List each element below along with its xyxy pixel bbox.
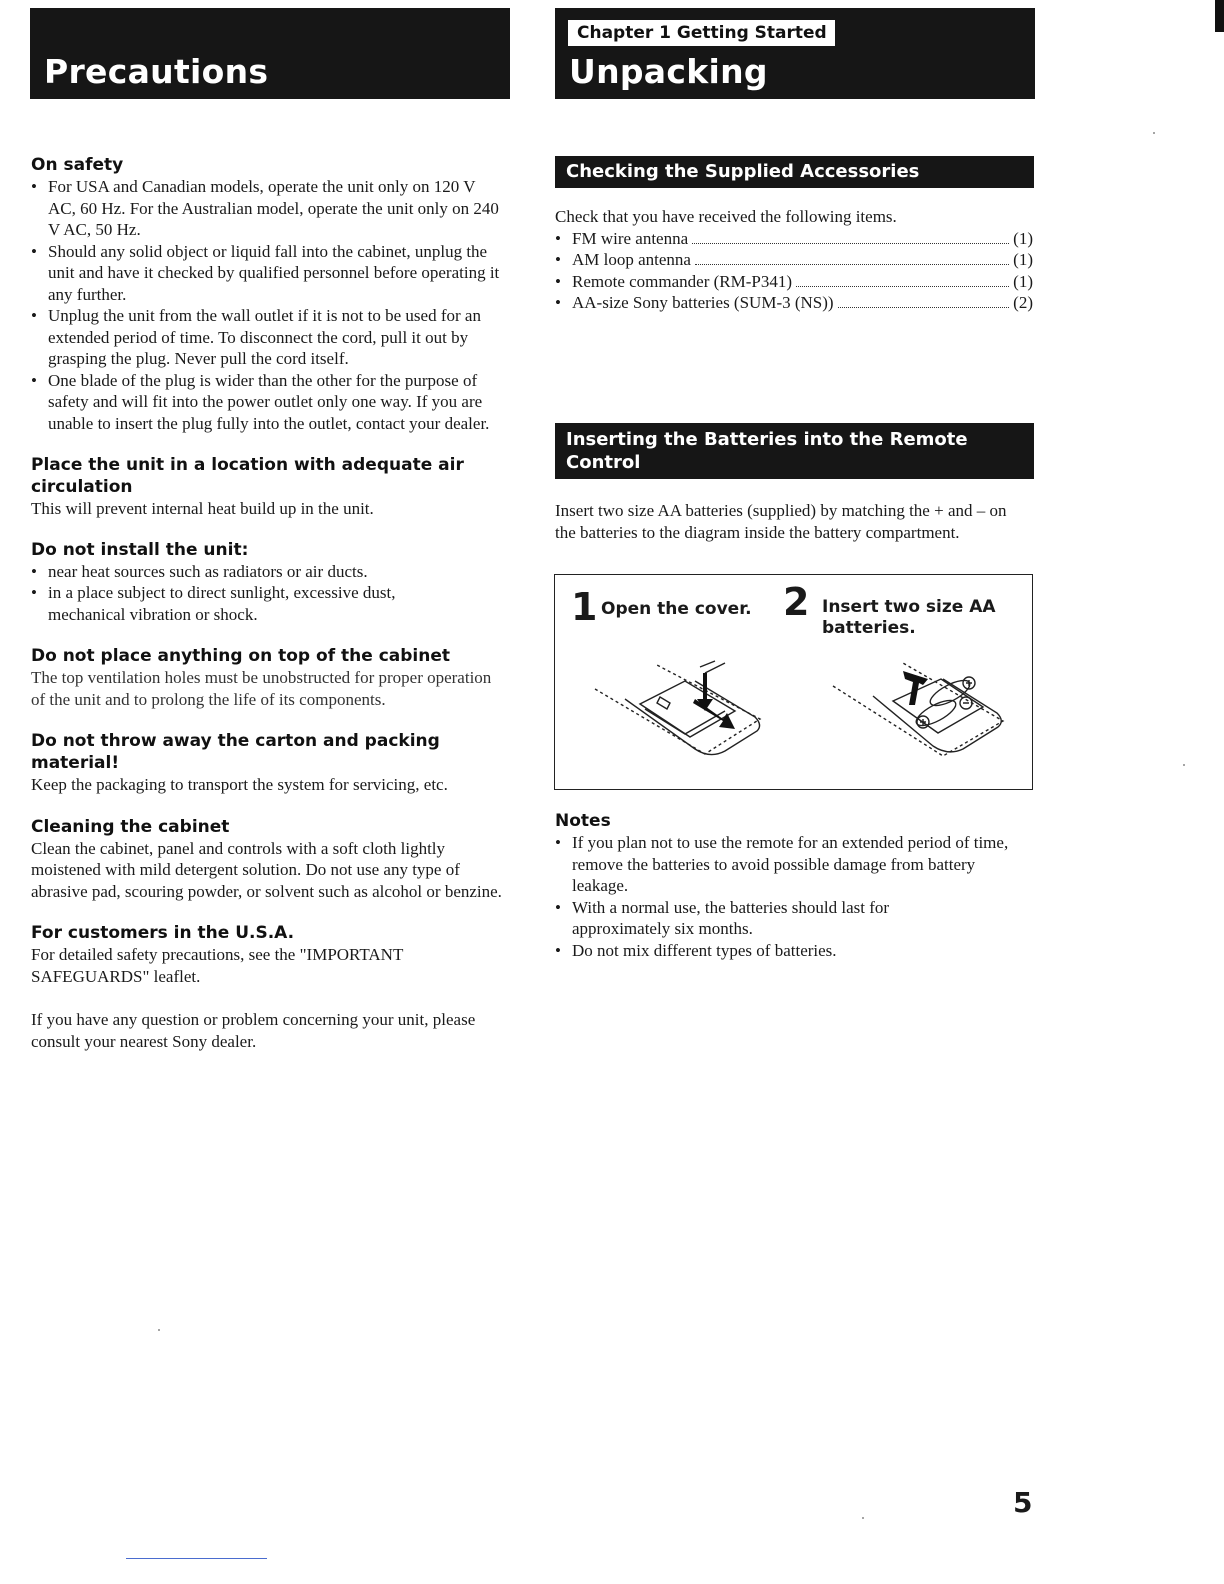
list-item: • in a place subject to direct sunlight, excessive dust, mechanical vibration or shock. — [31, 582, 471, 625]
accessory-row — [555, 249, 1033, 271]
cleaning-heading: Cleaning the cabinet — [31, 816, 230, 837]
step-1-text: Open the cover. — [601, 599, 752, 619]
notes-section — [555, 810, 1033, 961]
accessory-name: • AM loop antenna — [572, 250, 691, 269]
batteries-heading-bar — [555, 423, 1034, 479]
open-cover-illustration — [585, 659, 785, 779]
list-item: • One blade of the plug is wider than the other for the purpose of safety and will fit into the power outlet only one way. If you are unable to insert the plug fully into the outlet, contact your dealer. — [31, 370, 503, 435]
battery-diagram-box — [554, 574, 1033, 790]
precautions-banner — [30, 8, 510, 99]
accessory-name: • Remote commander (RM-P341) — [572, 271, 793, 291]
accessory-name: • AA-size Sony batteries (SUM-3 (NS)) — [572, 293, 834, 312]
step-2-text: Insert two size AA batteries. — [822, 597, 996, 638]
accessories-section — [555, 206, 1033, 314]
chapter-label: Chapter 1 Getting Started — [568, 20, 835, 46]
carton-body: Keep the packaging to transport the system for servicing, etc. — [31, 775, 448, 794]
accessory-qty: (1) — [1013, 228, 1033, 248]
usa-heading: For customers in the U.S.A. — [31, 923, 295, 943]
precautions-column — [31, 154, 511, 1052]
accessory-qty: (1) — [1013, 271, 1033, 291]
on-safety-heading: On safety — [31, 155, 124, 175]
install-list — [31, 561, 471, 626]
accessory-row — [555, 228, 1033, 250]
accessory-name: • FM wire antenna — [572, 228, 689, 248]
air-heading: Place the unit in a location with adequate air circulation — [31, 455, 464, 497]
accessories-intro: Check that you have received the following items. — [555, 207, 897, 226]
list-item: • If you plan not to use the remote for an extended period of time, remove the batteries to avoid possible damage from battery leakage. — [555, 832, 1027, 897]
batteries-intro: Insert two size AA batteries (supplied) by matching the + and – on the batteries to the diagram inside the battery compartment. — [555, 501, 1007, 542]
notes-list — [555, 832, 1027, 961]
insert-batteries-illustration — [823, 661, 1023, 781]
precautions-title: Precautions — [44, 52, 269, 91]
top-heading: Do not place anything on top of the cabinet — [31, 646, 450, 666]
edge-tab-mark — [1215, 0, 1224, 32]
notes-heading: Notes — [555, 811, 611, 831]
leader-dots — [796, 286, 1009, 287]
page-number: 5 — [1013, 1486, 1033, 1519]
unpacking-banner — [555, 8, 1035, 99]
accessory-qty: (1) — [1013, 250, 1033, 269]
closing-text: If you have any question or problem concerning your unit, please consult your nearest Sony dealer. — [31, 1010, 476, 1051]
list-item: • For USA and Canadian models, operate the unit only on 120 V AC, 60 Hz. For the Australian model, operate the unit only on 240 V AC, 50 Hz. — [31, 176, 503, 241]
scan-speck — [1183, 764, 1185, 766]
accessory-row — [555, 271, 1033, 293]
usa-body: For detailed safety precautions, see the "IMPORTANT SAFEGUARDS" leaflet. — [31, 945, 404, 986]
accessories-heading-bar — [555, 156, 1034, 188]
list-item: • With a normal use, the batteries should last for approximately six months. — [555, 897, 952, 940]
top-body: The top ventilation holes must be unobstructed for proper operation of the unit and to prolong the life of its components. — [31, 668, 492, 709]
batteries-heading: Inserting the Batteries into the Remote Control — [566, 429, 968, 473]
accessory-row — [555, 292, 1033, 314]
leader-dots — [838, 307, 1010, 308]
cleaning-body: Clean the cabinet, panel and controls with a soft cloth lightly moistened with mild detergent solution. Do not use any type of abrasive pad, scouring powder, or solvent such as alcohol or benzine. — [31, 838, 502, 901]
step-1-number: 1 — [571, 585, 598, 629]
air-body: This will prevent internal heat build up in the unit. — [31, 499, 374, 518]
carton-heading: Do not throw away the carton and packing material! — [31, 731, 440, 773]
scan-speck — [1153, 132, 1155, 134]
list-item: • Do not mix different types of batteries. — [555, 940, 1027, 962]
leader-dots — [695, 264, 1009, 265]
install-heading: Do not install the unit: — [31, 539, 249, 560]
accessories-heading: Checking the Supplied Accessories — [566, 161, 920, 182]
unpacking-title: Unpacking — [569, 52, 768, 91]
scan-speck — [862, 1517, 864, 1519]
list-item: • Should any solid object or liquid fall into the cabinet, unplug the unit and have it checked by qualified personnel before operating it any further. — [31, 241, 503, 306]
scan-speck — [158, 1329, 160, 1331]
leader-dots — [692, 243, 1009, 244]
step-2-number: 2 — [783, 580, 810, 624]
accessory-qty: (2) — [1013, 293, 1033, 312]
footer-rule — [126, 1558, 267, 1559]
list-item: • near heat sources such as radiators or air ducts. — [31, 561, 471, 583]
safety-list — [31, 176, 503, 434]
list-item: • Unplug the unit from the wall outlet if it is not to be used for an extended period of time. To disconnect the cord, pull it out by grasping the plug. Never pull the cord itself. — [31, 305, 503, 370]
